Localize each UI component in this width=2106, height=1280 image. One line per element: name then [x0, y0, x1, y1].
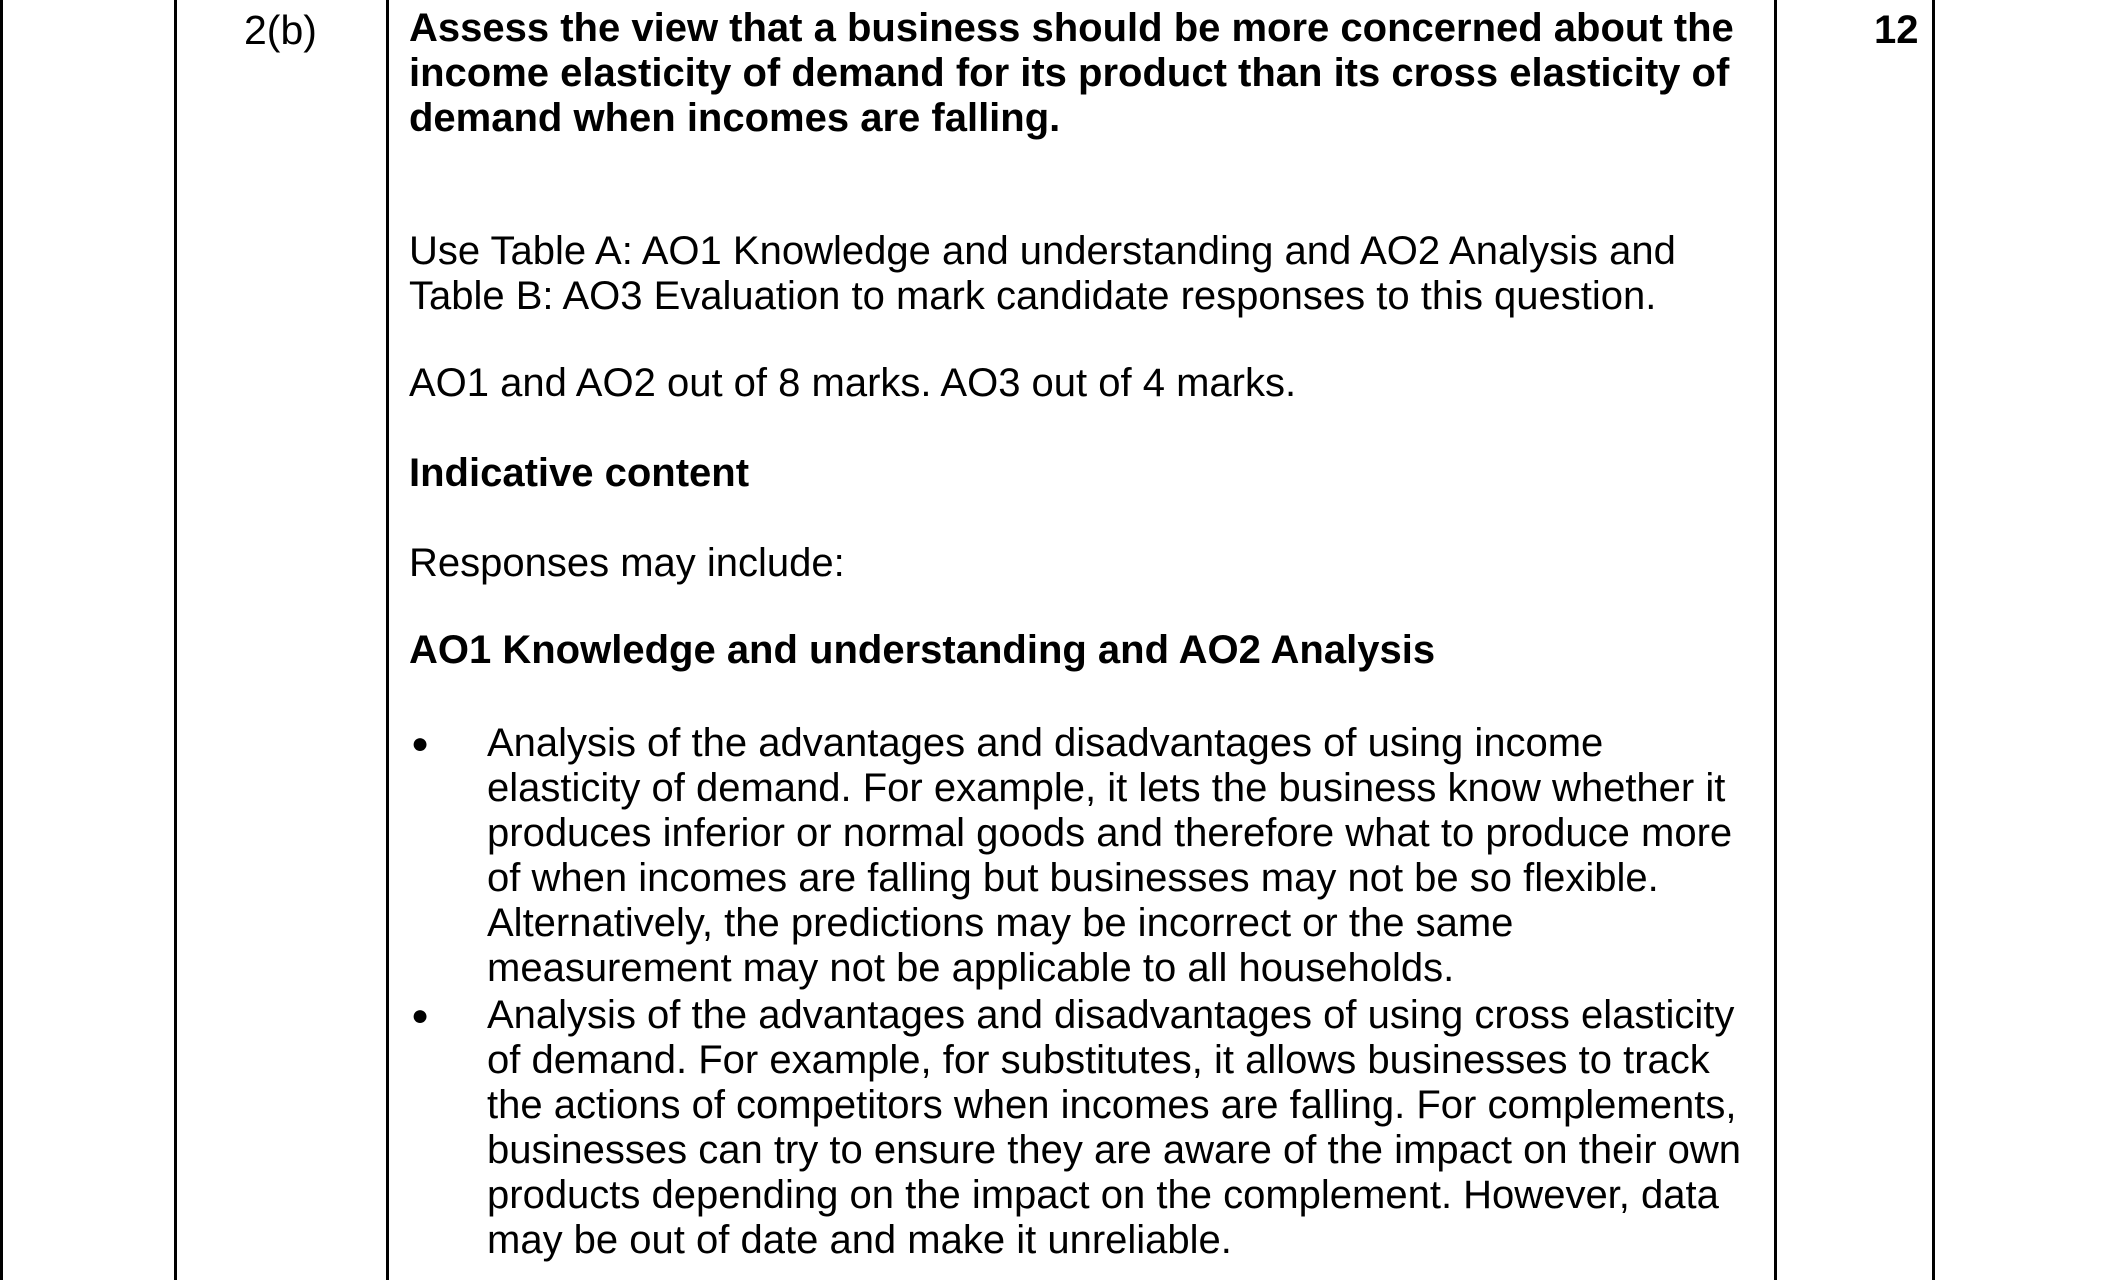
- table-border-right: [1932, 0, 1935, 1280]
- ao1-ao2-heading: AO1 Knowledge and understanding and AO2 Analysis: [409, 628, 1436, 672]
- question-number: 2(b): [244, 7, 317, 53]
- table-border-left: [0, 0, 3, 1280]
- table-border-answer-col: [386, 0, 389, 1280]
- bullet-icon: ●: [411, 727, 430, 760]
- bullet-icon: ●: [411, 999, 430, 1032]
- mark-split: AO1 and AO2 out of 8 marks. AO3 out of 4 marks.: [409, 361, 1297, 405]
- indicative-content-heading: Indicative content: [409, 451, 750, 495]
- marks-value: 12: [1874, 8, 1919, 52]
- list-item: [409, 993, 1759, 1263]
- marking-guidance: Use Table A: AO1 Knowledge and understanding and AO2 Analysis and Table B: AO3 Evaluation to mark candidate responses to this question.: [409, 229, 1676, 318]
- table-border-question-col: [174, 0, 177, 1280]
- responses-intro: Responses may include:: [409, 541, 845, 585]
- list-item-text: Analysis of the advantages and disadvantages of using cross elasticity of demand. For example, for substitutes, it allows businesses to track the actions of competitors when incomes are falling. For complements, businesses can try to ensure they are aware of the impact on their own products depending on the impact on the complement. However, data may be out of date and make it unreliable.: [487, 993, 1742, 1262]
- list-item: [409, 721, 1759, 991]
- answer-cell: [409, 6, 1759, 1265]
- list-item-text: Analysis of the advantages and disadvantages of using income elasticity of demand. For example, it lets the business know whether it produces inferior or normal goods and therefore what to produce more of when incomes are falling but businesses may not be so flexible. Alternatively, the predictions may be incorrect or the same measurement may not be applicable to all households.: [487, 721, 1733, 990]
- bullet-list: [409, 721, 1759, 1263]
- question-text: Assess the view that a business should be more concerned about the income elasticity of demand for its product than its cross elasticity of demand when incomes are falling.: [409, 6, 1734, 140]
- table-border-marks-col: [1774, 0, 1777, 1280]
